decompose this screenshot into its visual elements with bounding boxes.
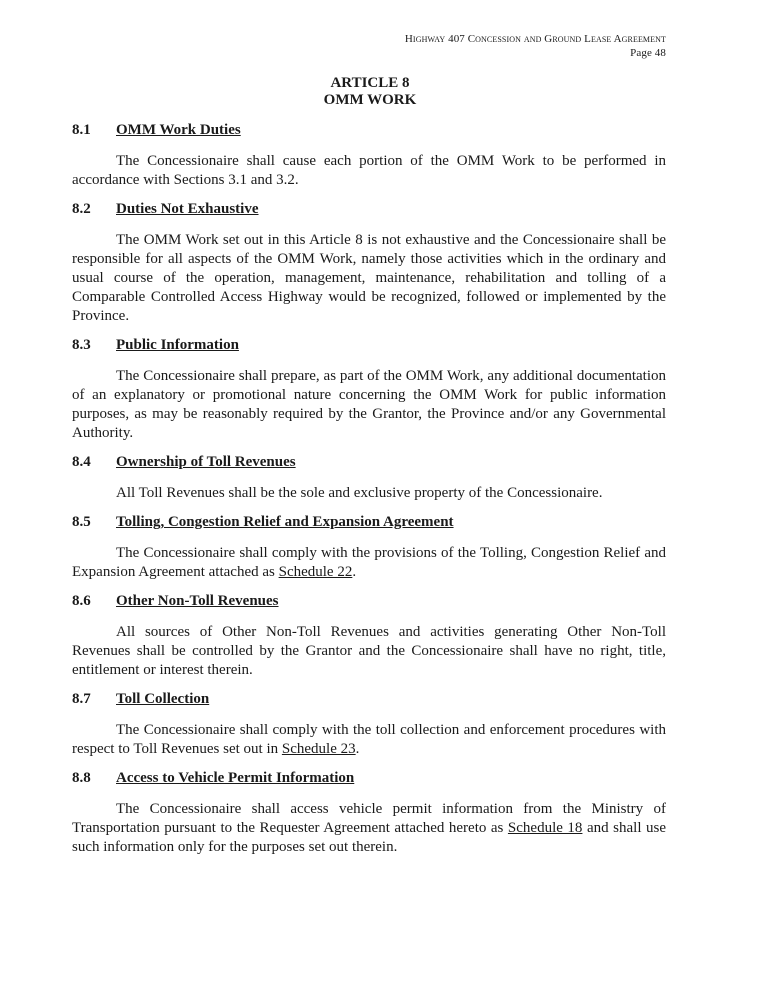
section-text-tail: and shall use such information only for the purposes set out therein. bbox=[72, 820, 667, 855]
page-number: Page 48 bbox=[630, 47, 666, 59]
section-title: Other Non-Toll Revenues bbox=[116, 593, 279, 609]
section-text-lead: The Concessionaire shall comply with the toll collection and enforcement procedures with respect to Toll Revenues set out in bbox=[72, 722, 666, 757]
section-number: 8.4 bbox=[72, 454, 91, 470]
section-8-8 bbox=[72, 769, 666, 857]
schedule-23-reference: Schedule 23 bbox=[281, 741, 356, 757]
section-title: Tolling, Congestion Relief and Expansion Agreement bbox=[116, 514, 454, 530]
section-text: The OMM Work set out in this Article 8 is not exhaustive and the Concessionaire shall be responsible for all aspects of the OMM Work, namely those activities which in the ordinary and usual course of the operation, management, maintenance, rehabilitation and tolling of a Comparable Controlled Access Highway would be recognized, followed or implemented by the Province. bbox=[72, 232, 666, 324]
section-8-5 bbox=[72, 513, 666, 582]
section-heading bbox=[72, 592, 666, 611]
section-number: 8.1 bbox=[72, 122, 91, 138]
section-heading bbox=[72, 336, 666, 355]
section-number: 8.2 bbox=[72, 201, 91, 217]
section-text bbox=[72, 800, 666, 857]
schedule-22-reference: Schedule 22 bbox=[278, 564, 353, 580]
section-heading bbox=[72, 690, 666, 709]
section-title: OMM Work Duties bbox=[116, 122, 241, 138]
section-8-3 bbox=[72, 336, 666, 443]
section-text-tail: . bbox=[352, 564, 357, 580]
section-title: Duties Not Exhaustive bbox=[116, 201, 259, 217]
section-text: All Toll Revenues shall be the sole and exclusive property of the Concessionaire. bbox=[116, 485, 603, 501]
section-heading bbox=[72, 121, 666, 140]
section-text: All sources of Other Non-Toll Revenues and activities generating Other Non-Toll Revenues shall be controlled by the Grantor and the Concessionaire shall have no right, title, entitlement or interest therein. bbox=[72, 624, 666, 678]
section-text-tail: . bbox=[355, 741, 360, 757]
section-text: The Concessionaire shall cause each portion of the OMM Work to be performed in accordance with Sections 3.1 and 3.2. bbox=[72, 153, 666, 188]
section-heading bbox=[72, 200, 666, 219]
document-body bbox=[72, 121, 666, 867]
section-number: 8.6 bbox=[72, 593, 91, 609]
section-text-lead: The Concessionaire shall access vehicle permit information from the Ministry of Transportation pursuant to the Requester Agreement attached hereto as bbox=[72, 801, 666, 836]
section-text: The Concessionaire shall prepare, as part of the OMM Work, any additional documentation of an explanatory or promotional nature concerning the OMM Work for public information purposes, as may be reasonably required by the Grantor, the Province and/or any Governmental Authority. bbox=[72, 368, 666, 441]
section-8-4 bbox=[72, 453, 666, 503]
article-heading bbox=[0, 75, 740, 109]
section-heading bbox=[72, 769, 666, 788]
schedule-18-reference: Schedule 18 bbox=[507, 820, 583, 836]
section-text bbox=[72, 721, 666, 759]
section-number: 8.3 bbox=[72, 337, 91, 353]
section-title: Ownership of Toll Revenues bbox=[116, 454, 296, 470]
section-number: 8.7 bbox=[72, 691, 91, 707]
section-number: 8.5 bbox=[72, 514, 91, 530]
section-title: Public Information bbox=[116, 337, 239, 353]
section-heading bbox=[72, 453, 666, 472]
section-8-1 bbox=[72, 121, 666, 190]
agreement-title: Highway 407 Concession and Ground Lease Agreement bbox=[404, 33, 666, 45]
section-number: 8.8 bbox=[72, 770, 91, 786]
section-8-2 bbox=[72, 200, 666, 326]
article-number: ARTICLE 8 bbox=[330, 75, 410, 91]
section-text-lead: The Concessionaire shall comply with the provisions of the Tolling, Congestion Relief and Expansion Agreement attached as bbox=[72, 545, 666, 580]
section-heading bbox=[72, 513, 666, 532]
article-title: OMM WORK bbox=[323, 92, 417, 108]
section-8-6 bbox=[72, 592, 666, 680]
running-header bbox=[405, 32, 666, 60]
section-title: Toll Collection bbox=[116, 691, 210, 707]
section-8-7 bbox=[72, 690, 666, 759]
section-title: Access to Vehicle Permit Information bbox=[116, 770, 355, 786]
section-text bbox=[72, 544, 666, 582]
